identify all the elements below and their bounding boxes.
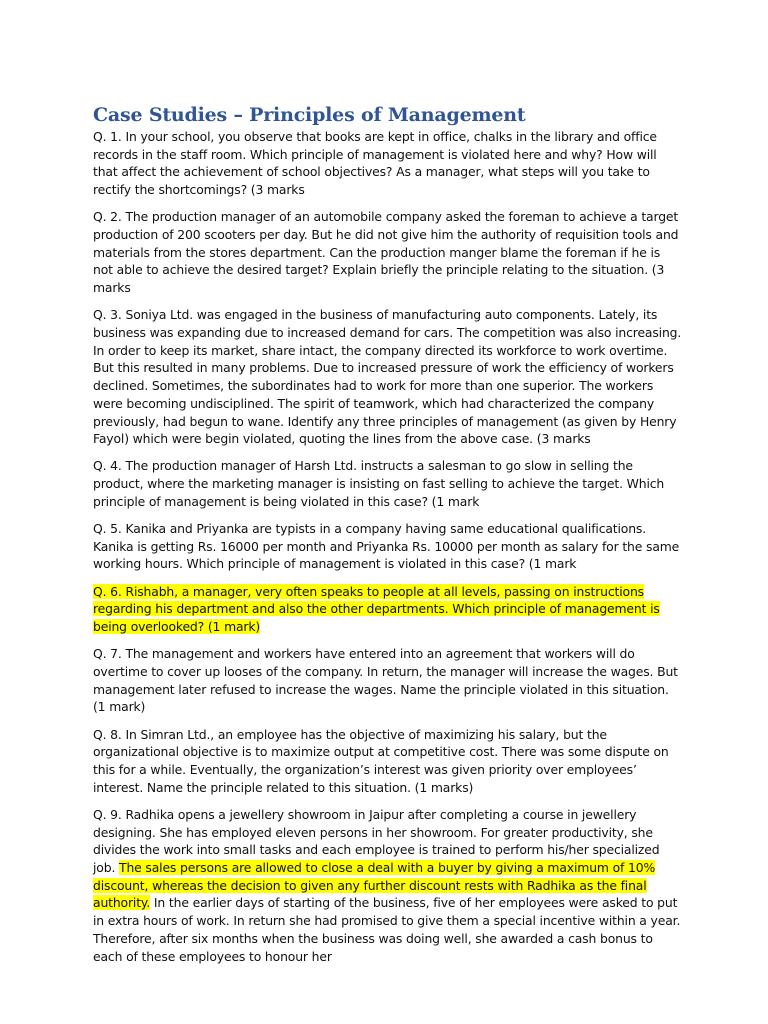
question-6 bbox=[93, 583, 683, 636]
question-9-text-start: Q. 9. Radhika opens a jewellery showroom in Jaipur after completing a course in jewellery designing. She has employed eleven persons in her showroom. For greater productivity, she divides the work into small tasks and each employee is trained to perform his/her specialized job. bbox=[93, 806, 660, 876]
document-body bbox=[93, 103, 683, 975]
question-3: Q. 3. Soniya Ltd. was engaged in the business of manufacturing auto components. Lately, its business was expanding due to increased demand for cars. The competition was also increasing. In order to keep its market, share intact, the company directed its workforce to work overtime. But this resulted in many problems. Due to increased pressure of work the efficiency of workers declined. Sometimes, the subordinates had to work for more than one superior. The workers were becoming undisciplined. The spirit of teamwork, which had characterized the company previously, had begun to wane. Identify any three principles of management (as given by Henry Fayol) which were begin violated, quoting the lines from the above case. (3 marks bbox=[93, 307, 682, 447]
question-7: Q. 7. The management and workers have entered into an agreement that workers will do overtime to cover up looses of the company. In return, the manager will increase the wages. But management later refused to increase the wages. Name the principle violated in this situation. (1 mark) bbox=[93, 646, 678, 715]
question-5: Q. 5. Kanika and Priyanka are typists in a company having same educational qualifications. Kanika is getting Rs. 16000 per month and Priyanka Rs. 10000 per month as salary for the same working hours. Which principle of management is violated in this case? (1 mark bbox=[93, 521, 680, 572]
page-title: Case Studies – Principles of Management bbox=[93, 104, 526, 126]
question-9 bbox=[93, 806, 683, 965]
question-4: Q. 4. The production manager of Harsh Ltd. instructs a salesman to go slow in selling the product, where the marketing manager is insisting on fast selling to achieve the target. Which principle of management is being violated in this case? (1 mark bbox=[93, 458, 665, 509]
highlighted-text: The sales persons are allowed to close a deal with a buyer by giving a maximum of 10% discount, whereas the decision to given any further discount rests with Radhika as the final authority. bbox=[93, 860, 656, 911]
question-1: Q. 1. In your school, you observe that books are kept in office, chalks in the library and office records in the staff room. Which principle of management is violated here and why? How will that affect the achievement of school objectives? As a manager, what steps will you take to rectify the shortcomings? (3 marks bbox=[93, 129, 657, 198]
question-9-text-end: In the earlier days of starting of the business, five of her employees were asked to put in extra hours of work. In return she had promised to give them a special incentive within a year. Therefore, after six months when the business was doing well, she awarded a cash bonus to each of these employees to honour her bbox=[93, 895, 681, 964]
highlighted-text: Q. 6. Rishabh, a manager, very often speaks to people at all levels, passing on instructions regarding his department and also the other departments. Which principle of management is being overlooked? (1 mark) bbox=[93, 583, 660, 635]
question-8: Q. 8. In Simran Ltd., an employee has the objective of maximizing his salary, but the organizational objective is to maximize output at competitive cost. There was some dispute on this for a while. Eventually, the organization’s interest was given priority over employees’ interest. Name the principle related to this situation. (1 marks) bbox=[93, 726, 669, 795]
question-2: Q. 2. The production manager of an automobile company asked the foreman to achieve a target production of 200 scooters per day. But he did not give him the authority of requisition tools and materials from the stores department. Can the production manger blame the foreman if he is not able to achieve the desired target? Explain briefly the principle relating to the situation. (3 marks bbox=[93, 209, 679, 296]
